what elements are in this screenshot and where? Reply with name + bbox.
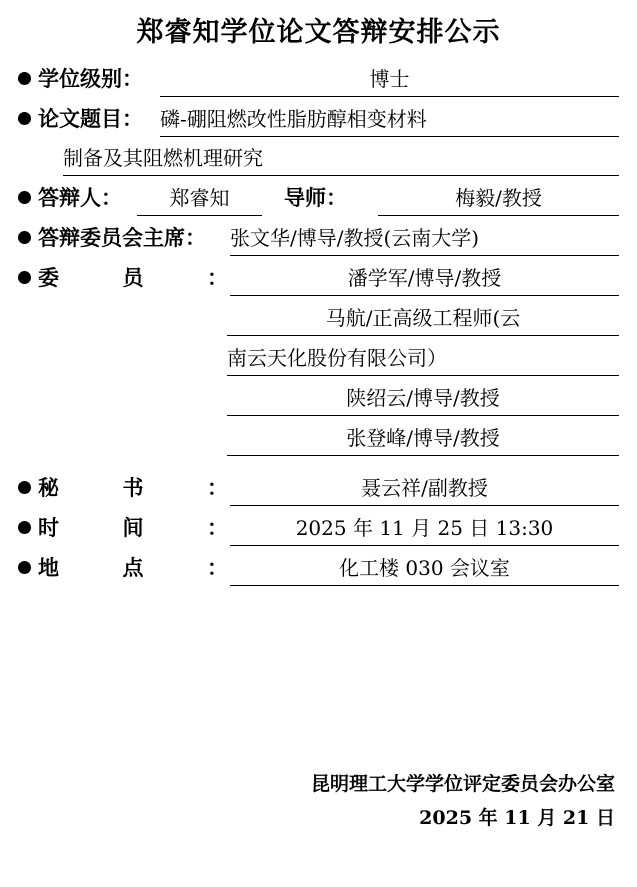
member-value-4: 陕绍云/博导/教授 [227,382,619,416]
field-row-secretary [18,472,619,506]
bullet-icon [18,561,31,574]
time-label-colon: ： [207,515,228,540]
bullet-icon [18,191,31,204]
defender-label: 答辩人： [38,185,122,210]
member-value-2: 马航/正高级工程师(云 [227,302,619,336]
field-row-members [18,262,619,296]
bullet-icon [18,112,31,125]
thesis-label: 论文题目： [38,106,143,131]
secretary-label-colon: ： [207,475,228,500]
chair-value: 张文华/博导/教授(云南大学) [230,222,619,256]
bullet-icon [18,481,31,494]
member-value-1: 潘学军/博导/教授 [230,262,619,296]
page-title: 郑睿知学位论文答辩安排公示 [136,17,501,48]
place-label-char2: 点 [122,555,144,580]
degree-value: 博士 [160,63,619,97]
secretary-value: 聂云祥/副教授 [230,472,619,506]
bullet-icon [18,271,31,284]
thesis-value-line2: 制备及其阻燃机理研究 [63,142,619,176]
advisor-label: 导师： [284,185,347,210]
field-row-thesis [18,103,619,137]
bullet-icon [18,521,31,534]
notice-document [0,10,637,887]
degree-label: 学位级别： [38,66,143,91]
issue-date: 2025 年 11 月 21 日 [419,807,615,829]
field-row-chair [18,222,619,256]
time-label-char1: 时 [38,515,59,540]
member-row-2 [227,302,619,336]
secretary-label-char2: 书 [122,475,144,500]
advisor-value: 梅毅/教授 [378,182,619,216]
member-label-char2: 员 [122,265,144,290]
place-label [38,552,228,584]
secretary-label-char1: 秘 [38,475,59,500]
member-row-4 [227,382,619,416]
place-label-char1: 地 [38,555,59,580]
thesis-value-line1: 磷-硼阻燃改性脂肪醇相变材料 [160,103,619,137]
defender-value: 郑睿知 [137,182,262,216]
time-label-char2: 间 [122,515,144,540]
place-label-colon: ： [207,555,228,580]
chair-label: 答辩委员会主席： [38,225,206,250]
bullet-icon [18,72,31,85]
issuer-text: 昆明理工大学学位评定委员会办公室 [310,773,615,795]
member-value-3: 南云天化股份有限公司） [227,342,619,376]
time-label [38,512,228,544]
member-row-5 [227,422,619,456]
field-row-time [18,512,619,546]
thesis-value-line2-row [63,142,619,176]
member-value-5: 张登峰/博导/教授 [227,422,619,456]
bullet-icon [18,231,31,244]
secretary-label [38,472,228,504]
member-label-char1: 委 [38,265,59,290]
member-label-colon: ： [207,265,228,290]
time-value: 2025 年 11 月 25 日 13:30 [230,512,619,546]
field-row-defender [18,182,619,216]
field-row-place [18,552,619,586]
member-label [38,262,228,294]
field-row-degree [18,63,619,97]
document-footer [311,767,615,835]
place-value: 化工楼 030 会议室 [230,552,619,586]
member-row-3 [227,342,619,376]
